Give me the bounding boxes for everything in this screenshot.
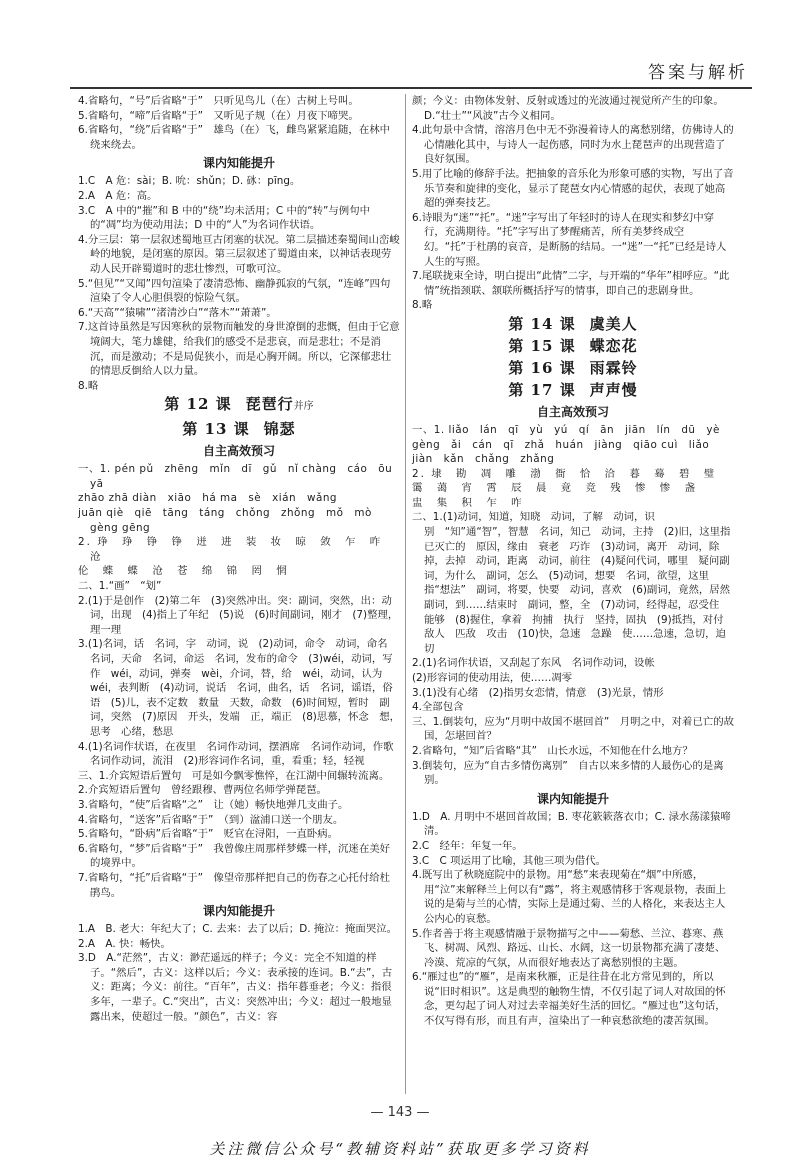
- lesson-13-heading: [78, 418, 400, 440]
- answer-item: 2.C 经年：年复一年。: [412, 839, 523, 852]
- character-line: 2. 琤 琤 铮 铮 迸 进 装 妆 晾 敛 乍 咋 沧: [78, 536, 395, 563]
- answer-item: 7.尾联拢束全诗，明白提出“此情”二字，与开端的“华年”相呼应。“此情”统指颈联、颔联所概括抒写的情事，即自己的悲剧身世。: [412, 270, 730, 297]
- answer-item: 6.省略句，“梦”后省略“于” 我曾像庄周那样梦蝶一样，沉迷在美好的境界中。: [78, 842, 390, 870]
- lesson-number: 第 16 课: [508, 358, 576, 377]
- answer-item: 4.分三层：第一层叙述蜀地亘古闭塞的状况。第二层描述秦蜀间山峦峻岭的地貌，是闭塞的原因。第三层叙述了蜀道由来，以神话表现劳动人民开辟蜀道时的悲壮惨烈，可歌可泣。: [78, 233, 400, 275]
- answer-item: 颜；今义：由物体发射、反射或透过的光波通过视觉所产生的印象。D.“壮士”“风波”古今义相同。: [412, 95, 724, 122]
- answer-item: 5.省略句，“卧病”后省略“于” 贬官在浔阳，一直卧病。: [78, 828, 339, 841]
- answer-item: 8.略: [412, 299, 433, 312]
- answer-item: 3.省略句，“使”后省略“之” 让（她）畅快地弹几支曲子。: [78, 798, 349, 811]
- left-preview: [78, 462, 404, 900]
- header-rule: [70, 87, 752, 89]
- answer-item: 2.(1)名词作状语，又刮起了东风 名词作动词，设帐: [412, 657, 655, 670]
- lesson-title: 雨霖铃: [589, 358, 638, 377]
- lesson-12-heading: [78, 393, 400, 418]
- answer-item: 5.省略句，“啼”后省略“于” 又听见子规（在）月夜下啼哭。: [78, 109, 359, 122]
- lesson-number: 第 13 课: [182, 420, 250, 439]
- answer-item: 6.省略句，“绕”后省略“于” 雄鸟（在）飞，雌鸟紧紧追随，在林中绕来绕去。: [78, 124, 390, 151]
- left-intro: [78, 94, 400, 152]
- answer-item: 8.略: [78, 379, 99, 392]
- lesson-title: 虞美人: [589, 314, 638, 333]
- column-divider: [405, 94, 406, 1094]
- answer-item: 1.C A 危：sài；B. 吮：shǔn；D. 砯：pīng。: [78, 175, 301, 188]
- section-heading: 课内知能提升: [536, 791, 609, 806]
- character-line: 盅 集 积 乍 咋: [412, 496, 524, 509]
- answer-item: 1.D A. 月明中不堪回首故国；B. 枣花簌簌落衣巾；C. 渌水荡漾猿啼清。: [412, 810, 731, 838]
- section-heading: 课内知能提升: [202, 904, 275, 919]
- answer-item: (2)形容词的使动用法，使……凋零: [412, 672, 573, 684]
- answer-item: 3.C C 项运用了比喻，其他三项为借代。: [412, 854, 606, 867]
- lesson-suffix: 并序: [293, 401, 314, 413]
- answer-item: 6.“天高”“猿啸”“渚清沙白”“落木”“萧萧”。: [78, 306, 277, 319]
- character-line: 霭 蔼 宵 霄 辰 晨 竟 竞 残 惨 惨 盏: [412, 482, 697, 495]
- right-preview: [412, 423, 741, 788]
- answer-item: 2.A A. 快：畅快。: [78, 937, 171, 950]
- answer-item: 2.省略句，“知”后省略“其” 山长水远，不知他在什么地方？: [412, 744, 693, 757]
- section-heading: 课内知能提升: [202, 156, 275, 171]
- right-sec2-items: [412, 810, 734, 1029]
- pinyin-line: 一、1. liǎo lán qī yù yú qí ān jiān lín dū yè: [412, 423, 720, 436]
- header-title: 答案与解析: [648, 63, 748, 83]
- answer-item: 4.全部包含: [412, 701, 464, 714]
- answer-item: 二、1.(1)动词，知道，知晓 动词，了解 动词，识别 “知”通“智”，智慧 名词，知己 动词，主持 (2)旧，这里指已灭亡的 原因，缘由 衰老 巧诈 (3)动词，离开 动词，除掉，去掉 动词，距离 动词，前往 (4)疑问代词，哪里 疑问副词，为什么 副词，怎么 (5)动词，想要 名词，欲望，这里指“想法” 副词，将要，快要 动词，喜欢 (6)副词，竟然，居然 副词，到……结束时 副词，整，全 (7)动词，经得起，忍受住 能够 (8)握住，拿着 拘捕 执行 坚持，固执 (9)抵挡，对付 敌人 匹敌 攻击 (10)快，急速 急躁 使……急速，急切，迫切: [412, 511, 741, 655]
- lesson-number: 第 17 课: [508, 380, 576, 399]
- pinyin-line: zhāo zhā diàn xiāo há ma sè xián wǎng: [78, 492, 338, 505]
- lesson-title: 声声慢: [589, 380, 638, 399]
- pinyin-line: gèng ǎi cán qī zhǎ huán jiàng qiāo cuì liǎo: [412, 438, 710, 451]
- answer-item: 4.既写出了秋晓庭院中的景物。用“愁”来表现菊在“烟”中所感，用“泣”来解释兰上何以有“露”，将主观感情移于客观景物，表面上说的是菊与兰的心情，实际上是通过菊、兰的人格化，来表达主人公内心的哀愁。: [412, 869, 727, 925]
- answer-item: 三、1.介宾短语后置句 可是如今飘零憔悴，在江湖中间辗转流离。: [78, 769, 390, 782]
- answer-item: 2.(1)于是创作 (2)第二年 (3)突然冲出。突：副词，突然，出：动词，出现 (4)指上了年纪 (5)说 (6)时间副词，刚才 (7)整理，理一理: [78, 594, 399, 636]
- lesson-number: 第 14 课: [508, 314, 576, 333]
- section-heading: 自主高效预习: [536, 404, 609, 419]
- answer-item: 3.(1)名词，话 名词，字 动词，说 (2)动词，命令 动词，命名 名词，天命 名词，命运 名词，发布的命令 (3)wéi，动词，写作 wéi，动词，弹奏 wèi，介词，替，给 wéi，动词，认为 wéi，表判断 (4)动词，说话 名词，曲名，话 名词，谣语，俗语 (5)儿，表不定数 数量 天数，命数 (6)时间短，暂时 副词，突然 (7)原因 开头，发端 正，端正 (8)思慕，怀念 想，思考 心绪，愁思: [78, 638, 400, 738]
- answer-item: 2.A A 危：高。: [78, 189, 158, 202]
- answer-item: 5.用了比喻的修辞手法。把抽象的音乐化为形象可感的实物，写出了音乐节奏和旋律的变化，显示了琵琶女内心情感的起伏，表现了她高超的弹奏技艺。: [412, 167, 734, 210]
- answer-item: 5.“但见”“又闻”四句渲染了凄清恐怖、幽静孤寂的气氛，“连峰”四句渲染了令人心胆俱裂的惊险气氛。: [78, 277, 391, 305]
- answer-item: 7.省略句，“托”后省略“于” 像望帝那样把自己的伤春之心托付给杜鹃鸟。: [78, 871, 390, 899]
- character-line: 伦 蝶 蝶 沧 苍 绵 锦 罔 惘: [78, 565, 289, 578]
- answer-item: 3.(1)没有心绪 (2)指男女恋情，情意 (3)光景，情形: [412, 686, 664, 699]
- answer-item: 4.省略句，“号”后省略“于” 只听见鸟儿（在）古树上号叫。: [78, 95, 359, 107]
- answer-item: 三、1.倒装句，应为“月明中故国不堪回首” 月明之中，对着已亡的故国，怎堪回首？: [412, 715, 735, 743]
- answer-item: 4.省略句，“送客”后省略“于” （到）湓浦口送一个朋友。: [78, 813, 344, 826]
- right-column: [412, 94, 741, 1029]
- lesson-15-heading: [412, 335, 734, 357]
- left-sec1-items: [78, 174, 400, 393]
- footer-note: 关注微信公众号“教辅资料站”获取更多学习资料: [209, 1140, 591, 1158]
- pinyin-line: juān qiè qiē tāng táng chǒng zhǒng mǒ mò gèng gēng: [78, 507, 383, 534]
- pinyin-line: jiàn kǎn chǎng zhǎng: [412, 453, 555, 466]
- answer-item: 7.这首诗虽然是写因寒秋的景物而触发的身世潦倒的悲慨，但由于它意境阔大，笔力雄健，给我们的感受不是悲哀，而是悲壮；不是消沉，而是激动；不是局促狭小，而是心胸开阔。所以，它深郁悲壮的情思反倒给人以力量。: [78, 321, 400, 378]
- answer-item: 1.A B. 老大：年纪大了；C. 去来：去了以后；D. 掩泣：掩面哭泣。: [78, 923, 397, 936]
- answer-item: 4.此句景中含情，溶溶月色中无不弥漫着诗人的离愁别绪，仿佛诗人的心情融化其中，与诗人一起伤感，同时为水上琵琶声的出现营造了良好氛围。: [412, 124, 734, 166]
- answer-item: 3.倒装句，应为“自古多情伤离别” 自古以来多情的人最伤心的是离别。: [412, 759, 724, 787]
- lesson-title: 琵琶行: [245, 395, 294, 414]
- lesson-number: 第 12 课: [164, 395, 232, 414]
- lesson-title: 锦瑟: [263, 420, 296, 439]
- left-sec3-items: [78, 922, 400, 1024]
- answer-item: 5.作者善于将主观感情融于景物描写之中——菊愁、兰泣、暮寒、燕飞、树凋、风烈、路远、山长、水阔，这一切景物都充满了凄楚、冷漠、荒凉的气氛，从而很好地表达了离愁别恨的主题。: [412, 927, 726, 969]
- lesson-17-heading: [412, 379, 734, 401]
- answer-item: 3.C A 中的“摧”和 B 中的“绕”均未活用；C 中的“转”与例句中的“凋”均为使动用法；D 中的“人”为名词作状语。: [78, 204, 370, 232]
- page-number: — 143 —: [370, 1105, 430, 1120]
- lesson-title: 蝶恋花: [589, 336, 638, 355]
- answer-item: 3.D A.“茫然”，古义：渺茫遥远的样子；今义：完全不知道的样子。“然后”，古义：这样以后；今义：表承接的连词。B.“去”，古义：距离；今义：前往。“百年”，古义：指年暮垂老；今义：指很多年，一辈子。C.“突出”，古义：突然冲出；今义：超过一般地显露出来，使超过一般。“颜色”，古义：容: [78, 952, 393, 1023]
- answer-item: 6.“雁过也”的“雁”，是南来秋雁，正是往昔在北方常见到的，所以说“旧时相识”。这是典型的触物生情，不仅引起了词人对故国的怀念，更勾起了词人对过去幸福美好生活的回忆。“雁过也”这句话，不仅写得有形，而且有声，渲染出了一种哀愁欲绝的凄苦氛围。: [412, 971, 726, 1028]
- lesson-16-heading: [412, 357, 734, 379]
- section-heading: 自主高效预习: [202, 444, 275, 459]
- answer-item: 6.诗眼为“迷”“托”。“迷”字写出了年轻时的诗人在现实和梦幻中穿行，充满期待。“托”字写出了梦醒痛苦，所有美梦终成空幻。“托”于杜鹃的哀音，是断肠的结局。一“迷”一“托”已经是诗人人生的写照。: [412, 211, 727, 268]
- answer-item: 4.(1)名词作状语，在夜里 名词作动词，摆酒席 名词作动词，作歌 名词作动词，流泪 (2)形容词作名词，重，看重；轻，轻视: [78, 740, 404, 768]
- lesson-14-heading: [412, 313, 734, 335]
- lesson-number: 第 15 课: [508, 336, 576, 355]
- answer-item: 二、1.“画” “划”: [78, 580, 162, 593]
- character-line: 2. 埭 勘 凋 雕 渤 衙 恰 洽 暮 蓦 碧 璧: [412, 467, 717, 480]
- answer-item: 2.介宾短语后置句 曾经跟穆、曹两位名师学弹琵琶。: [78, 784, 327, 797]
- right-top-items: [412, 94, 734, 313]
- left-column: [78, 94, 404, 1024]
- pinyin-line: 一、1. pén pǔ zhēng mǐn dī gǔ nǐ chàng cáo ōu yā: [78, 463, 393, 490]
